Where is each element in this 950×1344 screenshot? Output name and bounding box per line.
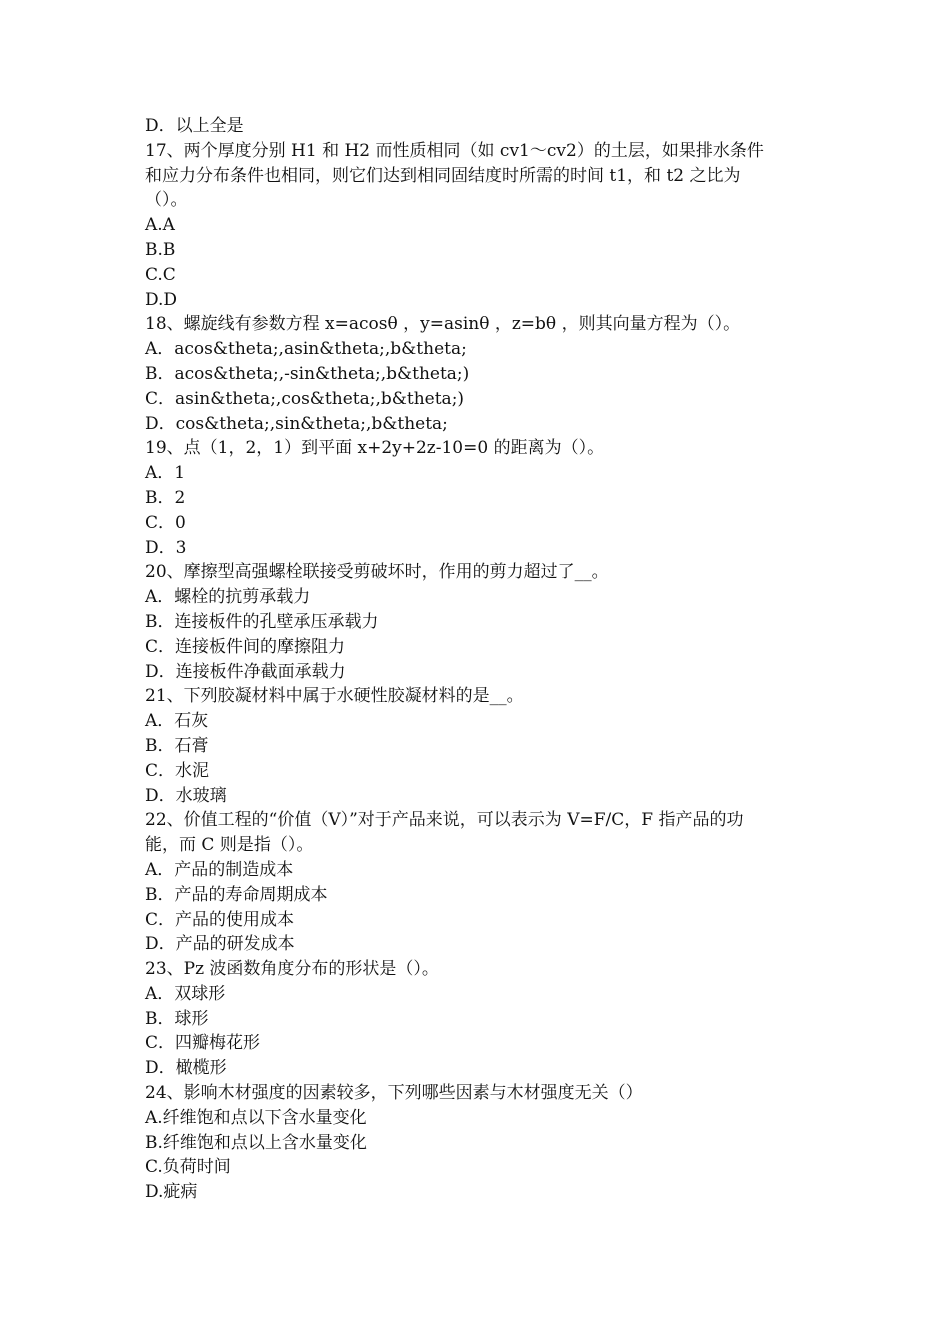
q21-option-c: C．水泥 <box>145 760 210 781</box>
q22-option-d: D．产品的研发成本 <box>145 934 295 955</box>
q19-option-c: C．0 <box>145 512 186 533</box>
q20-option-b: B．连接板件的孔壁承压承载力 <box>145 611 379 632</box>
q22-option-b: B．产品的寿命周期成本 <box>145 884 328 905</box>
q21-option-a: A．石灰 <box>145 711 209 732</box>
q20-option-d: D．连接板件净截面承载力 <box>145 661 346 682</box>
question-22-line-2: 能，而 C 则是指（）。 <box>145 835 314 856</box>
option-d-previous: D．以上全是 <box>145 116 244 136</box>
q20-option-a: A．螺栓的抗剪承载力 <box>145 587 311 608</box>
question-17-line-3: （）。 <box>145 190 188 211</box>
q17-option-a: A.A <box>145 215 175 236</box>
q18-option-b: B．acos&theta;,-sin&theta;,b&theta;) <box>145 363 470 384</box>
question-24: 24、影响木材强度的因素较多，下列哪些因素与木材强度无关（） <box>145 1083 643 1104</box>
q23-option-b: B．球形 <box>145 1008 209 1029</box>
q24-option-c: C.负荷时间 <box>145 1157 231 1178</box>
question-text-block <box>145 114 810 1205</box>
q17-option-d: D.D <box>145 289 178 310</box>
q21-option-b: B．石膏 <box>145 735 209 756</box>
question-17-line-2: 和应力分布条件也相同，则它们达到相同固结度时所需的时间 t1，和 t2 之比为 <box>145 165 741 186</box>
question-18: 18、螺旋线有参数方程 x=acosθ ，y=asinθ ，z=bθ ，则其向量方程为（）。 <box>145 314 741 335</box>
q18-option-c: C．asin&theta;,cos&theta;,b&theta;) <box>145 388 465 409</box>
q20-option-c: C．连接板件间的摩擦阻力 <box>145 636 346 657</box>
question-17-line-1: 17、两个厚度分别 H1 和 H2 而性质相同（如 cv1～cv2）的土层，如果排水条件 <box>145 140 764 161</box>
q23-option-c: C．四瓣梅花形 <box>145 1033 261 1054</box>
question-22-line-1: 22、价值工程的“价值（V）”对于产品来说，可以表示为 V=F/C，F 指产品的功 <box>145 810 744 831</box>
q18-option-d: D．cos&theta;,sin&theta;,b&theta; <box>145 413 448 434</box>
q19-option-d: D．3 <box>145 537 187 558</box>
q22-option-c: C．产品的使用成本 <box>145 909 295 930</box>
question-23: 23、Pz 波函数角度分布的形状是（）。 <box>145 959 439 980</box>
question-20: 20、摩擦型高强螺栓联接受剪破坏时，作用的剪力超过了__。 <box>145 562 609 583</box>
q23-option-d: D．橄榄形 <box>145 1058 227 1079</box>
q24-option-a: A.纤维饱和点以下含水量变化 <box>145 1107 367 1128</box>
question-21: 21、下列胶凝材料中属于水硬性胶凝材料的是__。 <box>145 686 524 707</box>
q18-option-a: A．acos&theta;,asin&theta;,b&theta; <box>145 339 467 360</box>
q19-option-b: B．2 <box>145 487 186 508</box>
q21-option-d: D．水玻璃 <box>145 785 227 806</box>
q17-option-c: C.C <box>145 264 176 285</box>
q22-option-a: A．产品的制造成本 <box>145 859 294 880</box>
q17-option-b: B.B <box>145 239 176 260</box>
q24-option-d: D.疵病 <box>145 1182 198 1203</box>
q24-option-b: B.纤维饱和点以上含水量变化 <box>145 1132 367 1153</box>
question-19: 19、点（1，2，1）到平面 x+2y+2z-10=0 的距离为（）。 <box>145 438 605 459</box>
q19-option-a: A．1 <box>145 463 186 484</box>
q23-option-a: A．双球形 <box>145 983 226 1004</box>
